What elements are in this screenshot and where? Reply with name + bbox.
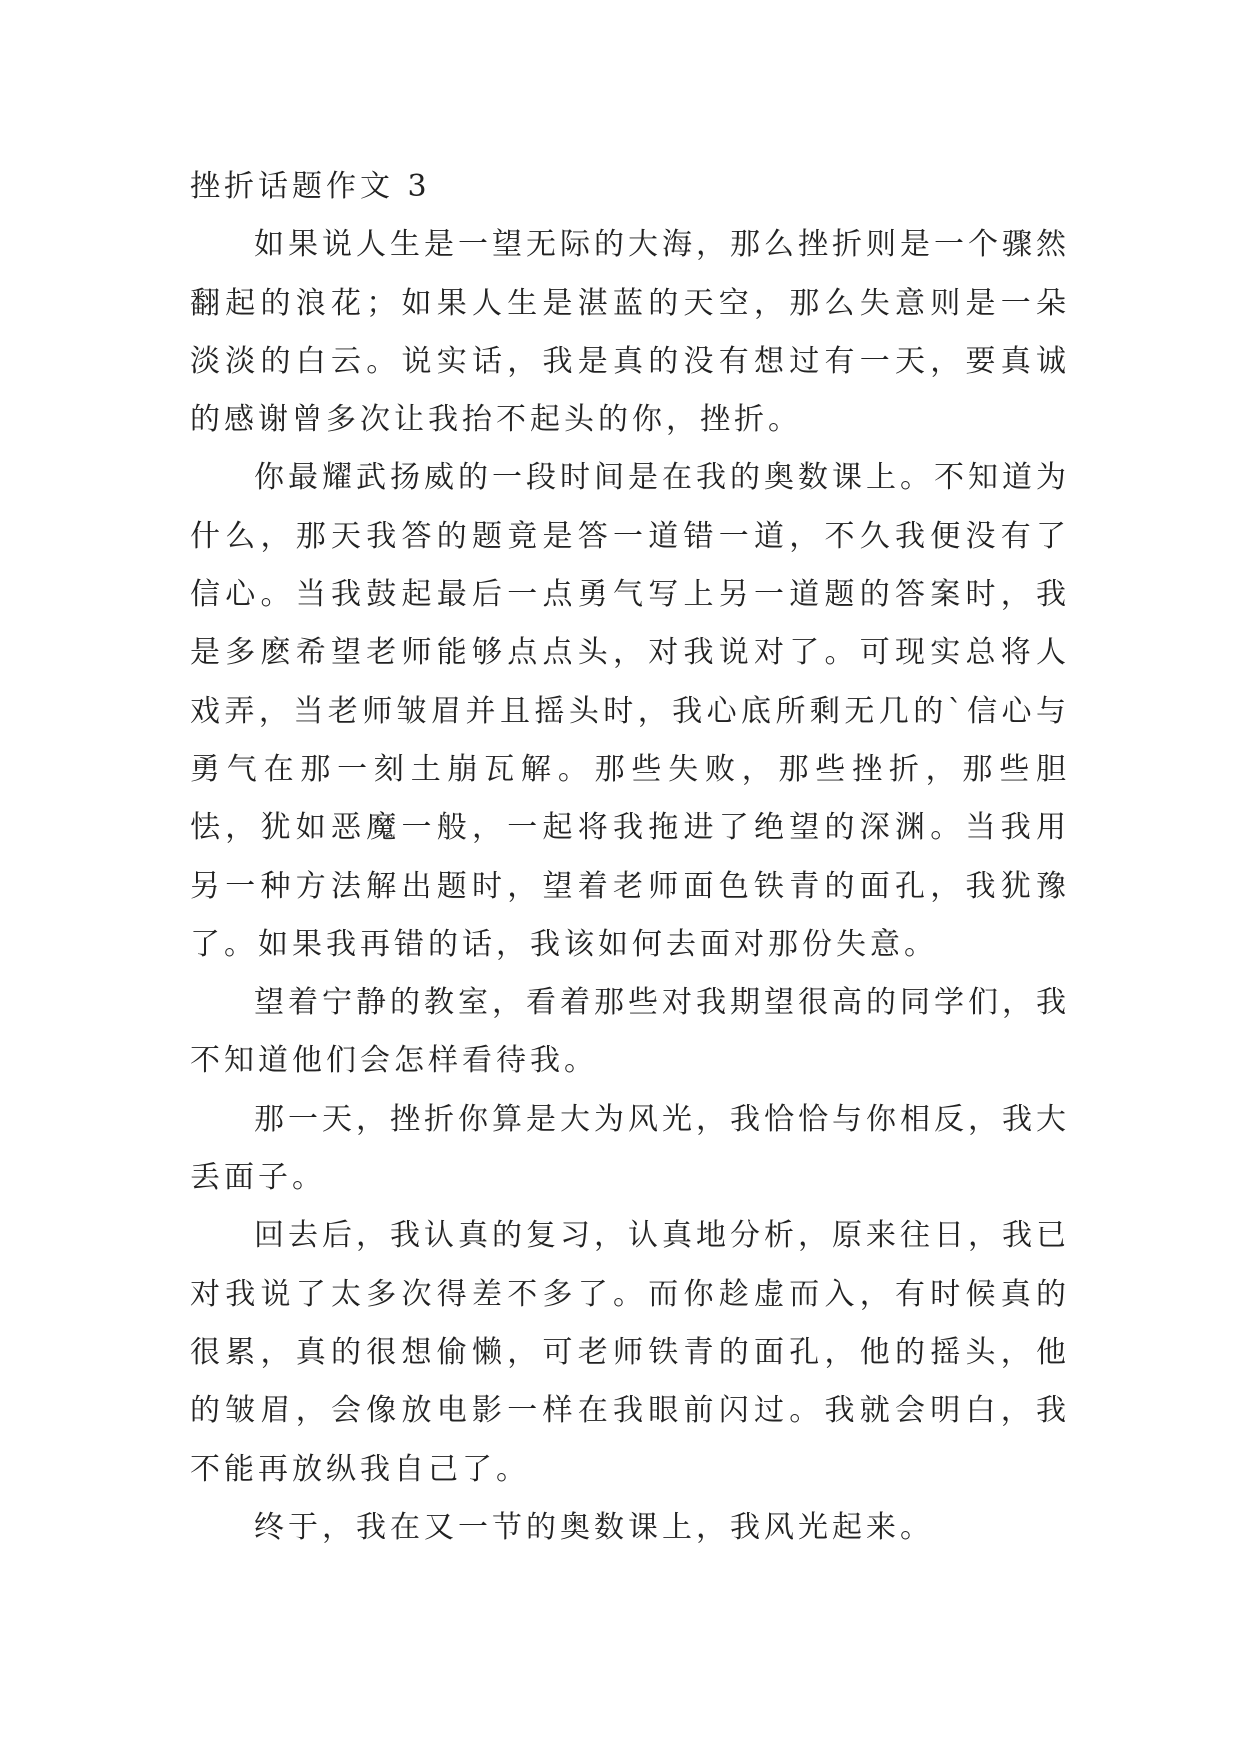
paragraph-3: 望着宁静的教室，看着那些对我期望很高的同学们，我不知道他们会怎样看待我。 (190, 985, 1070, 1079)
paragraph-5: 回去后，我认真的复习，认真地分析，原来往日，我已对我说了太多次得差不多了。而你趁虚而入，有时候真的很累，真的很想偷懒，可老师铁青的面孔，他的摇头，他的皱眉，会像放电影一样在我眼前闪过。我就会明白，我不能再放纵我自己了。 (190, 1218, 1070, 1487)
paragraph-4: 那一天，挫折你算是大为风光，我恰恰与你相反，我大丢面子。 (190, 1101, 1070, 1196)
paragraph-2: 你最耀武扬威的一段时间是在我的奥数课上。不知道为什么，那天我答的题竟是答一道错一道，不久我便没有了信心。当我鼓起最后一点勇气写上另一道题的答案时，我是多麽希望老师能够点点头，对我说对了。可现实总将人戏弄，当老师皱眉并且摇头时，我心底所剩无几的`信心与勇气在那一刻土崩瓦解。那些失败，那些挫折，那些胆怯，犹如恶魔一般，一起将我拖进了绝望的深渊。当我用另一种方法解出题时，望着老师面色铁青的面孔，我犹豫了。如果我再错的话，我该如何去面对那份失意。 (190, 460, 1070, 962)
document-title: 挫折话题作文 3 (190, 169, 431, 204)
paragraph-6: 终于，我在又一节的奥数课上，我风光起来。 (254, 1509, 934, 1545)
paragraph-1: 如果说人生是一望无际的大海，那么挫折则是一个骤然翻起的浪花；如果人生是湛蓝的天空，那么失意则是一朵淡淡的白云。说实话，我是真的没有想过有一天，要真诚的感谢曾多次让我抬不起头的你，挫折。 (190, 227, 1070, 438)
document-body (190, 158, 1070, 1557)
